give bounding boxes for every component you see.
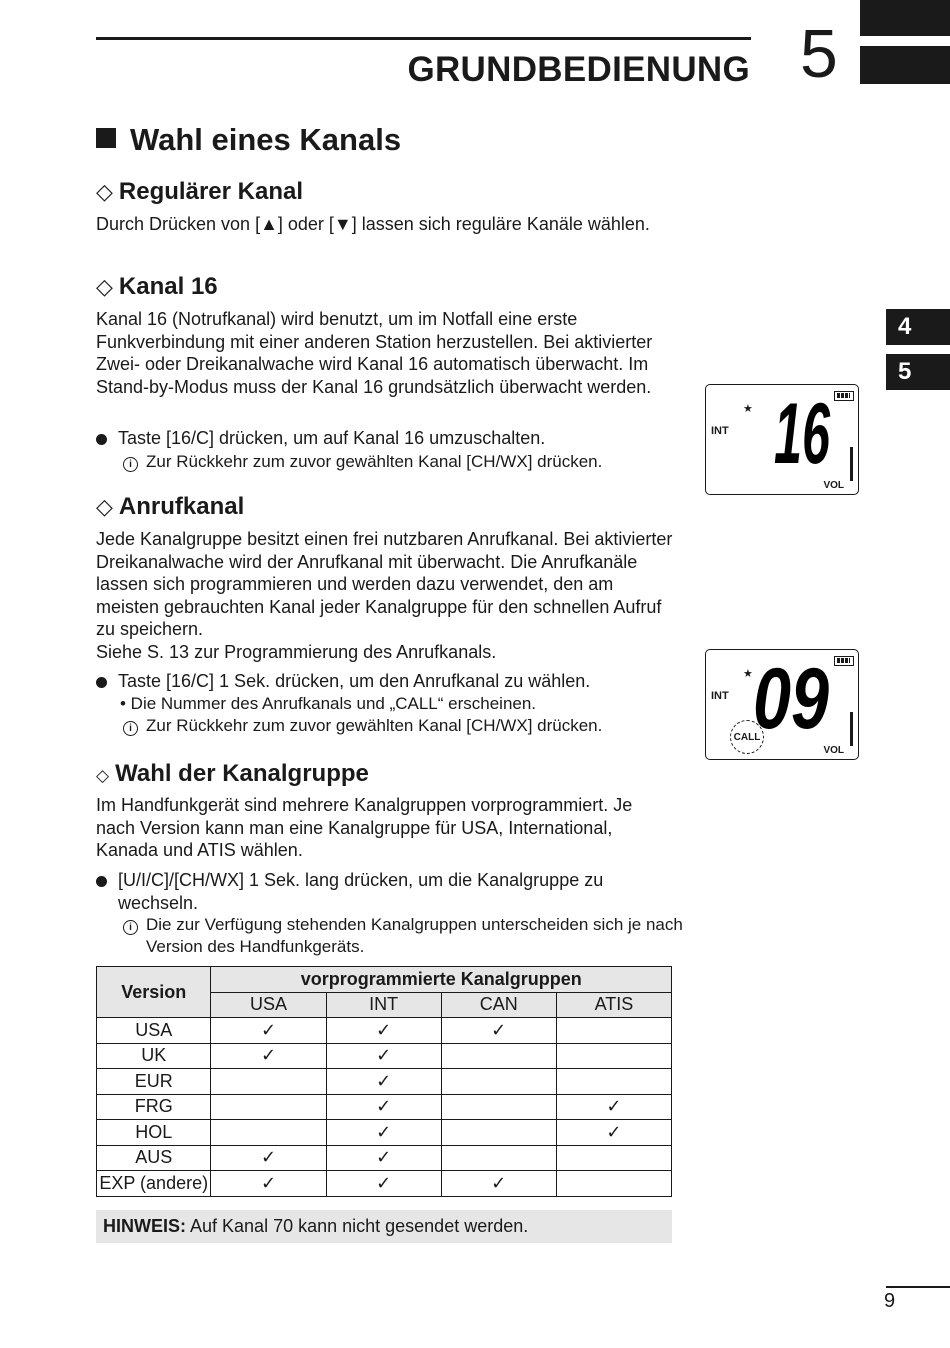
table-col-header: ATIS — [556, 992, 671, 1018]
star-icon: ★ — [743, 403, 753, 415]
channel-group-info — [123, 914, 686, 957]
side-tab-4[interactable]: 4 — [886, 309, 950, 345]
heading-text: Kanal 16 — [118, 273, 218, 300]
diamond-icon: ◇ — [96, 179, 113, 204]
channel-16-info — [123, 451, 683, 473]
channel-group-bullet — [96, 869, 676, 914]
table-cell-empty — [211, 1069, 326, 1095]
table-cell-version: EXP (andere) — [97, 1171, 211, 1197]
table-col-header: USA — [211, 992, 326, 1018]
volume-bar — [850, 712, 853, 746]
table-cell-version: USA — [97, 1018, 211, 1044]
table-row — [97, 1018, 672, 1044]
table-cell-empty — [211, 1094, 326, 1120]
table-col-header: CAN — [441, 992, 556, 1018]
note-box — [96, 1210, 672, 1243]
call-channel-sub: • Die Nummer des Anrufkanals und „CALL“ erscheinen. — [120, 694, 537, 713]
channel-16-text: Kanal 16 (Notrufkanal) wird benutzt, um im Notfall eine erste Funkverbindung mit einer anderen Station herzustellen. Bei aktivierter Zwei- oder Dreikanalwache wird Kanal 16 automatisch überwacht. Im Stand-by-Modus muss der Kanal 16 grundsätzlich überwacht werden. — [96, 309, 653, 397]
diamond-icon: ◇ — [96, 766, 110, 785]
checkmark-icon: ✓ — [326, 1018, 441, 1044]
star-icon: ★ — [743, 668, 753, 680]
bullet-dot-icon — [96, 434, 107, 445]
bullet-text: [U/I/C]/[CH/WX] 1 Sek. lang drücken, um die Kanalgruppe zu wechseln. — [118, 870, 604, 913]
lcd-display-call-channel — [705, 649, 859, 760]
channel-group-table — [96, 966, 672, 1197]
table-cell-empty — [441, 1145, 556, 1171]
call-channel-bullet — [96, 670, 676, 693]
lcd-call-indicator: CALL — [730, 720, 764, 754]
checkmark-icon: ✓ — [326, 1145, 441, 1171]
checkmark-icon: ✓ — [441, 1018, 556, 1044]
heading-channel-group — [96, 760, 369, 788]
checkmark-icon: ✓ — [326, 1043, 441, 1069]
heading-text: Wahl der Kanalgruppe — [115, 760, 369, 787]
checkmark-icon: ✓ — [326, 1120, 441, 1146]
square-bullet-icon — [96, 128, 116, 148]
checkmark-icon: ✓ — [441, 1171, 556, 1197]
table-cell-empty — [556, 1043, 671, 1069]
heading-text: Anrufkanal — [118, 493, 245, 520]
checkmark-icon: ✓ — [211, 1171, 326, 1197]
lcd-channel-digits — [774, 386, 834, 482]
table-row — [97, 1069, 672, 1095]
table-cell-version: AUS — [97, 1145, 211, 1171]
footer-rule — [886, 1286, 950, 1288]
lcd-vol-label: VOL — [823, 480, 844, 491]
note-text: Auf Kanal 70 kann nicht gesendet werden. — [186, 1216, 529, 1236]
checkmark-icon: ✓ — [556, 1120, 671, 1146]
checkmark-icon: ✓ — [211, 1145, 326, 1171]
heading-channel-16 — [96, 273, 218, 301]
checkmark-icon: ✓ — [556, 1094, 671, 1120]
tab-bar-bottom — [860, 46, 950, 84]
diamond-icon: ◇ — [96, 494, 113, 519]
call-channel-text: Jede Kanalgruppe besitzt einen frei nutzbaren Anrufkanal. Bei aktivierter Dreikanalwache wird der Anrufkanal mit überwacht. Die Anrufkanäle lassen sich programmieren und werden dazu verwendet, den am meisten gebrauchten Kanal jeder Kanalgruppe für den schnellen Aufruf zu speichern. — [96, 529, 673, 640]
heading-call-channel — [96, 493, 244, 521]
chapter-number: 5 — [800, 16, 838, 92]
info-icon: i — [123, 457, 138, 472]
info-icon: i — [123, 920, 138, 935]
section-title: Wahl eines Kanals — [130, 122, 402, 157]
table-cell-version: UK — [97, 1043, 211, 1069]
page-number: 9 — [884, 1290, 896, 1312]
table-cell-version: HOL — [97, 1120, 211, 1146]
lcd-mode: INT — [711, 690, 729, 702]
lcd-display-channel-16 — [705, 384, 859, 495]
channel-16-bullet — [96, 427, 676, 450]
checkmark-icon: ✓ — [326, 1094, 441, 1120]
checkmark-icon: ✓ — [211, 1018, 326, 1044]
table-row — [97, 1171, 672, 1197]
table-cell-empty — [441, 1043, 556, 1069]
table-cell-empty — [441, 1069, 556, 1095]
note-label: HINWEIS: — [103, 1216, 186, 1236]
bullet-text: Taste [16/C] drücken, um auf Kanal 16 umzuschalten. — [118, 428, 546, 448]
checkmark-icon: ✓ — [326, 1171, 441, 1197]
checkmark-icon: ✓ — [326, 1069, 441, 1095]
info-text: Die zur Verfügung stehenden Kanalgruppen unterscheiden sich je nach Version des Handfunkgeräts. — [146, 915, 683, 956]
lcd-channel-digits — [753, 651, 833, 747]
bullet-text: Taste [16/C] 1 Sek. drücken, um den Anrufkanal zu wählen. — [118, 671, 591, 691]
table-cell-empty — [441, 1094, 556, 1120]
table-cell-empty — [556, 1069, 671, 1095]
checkmark-icon: ✓ — [211, 1043, 326, 1069]
table-cell-empty — [556, 1171, 671, 1197]
table-row — [97, 1120, 672, 1146]
bullet-dot-icon — [96, 677, 107, 688]
info-text: Zur Rückkehr zum zuvor gewählten Kanal [CH/WX] drücken. — [146, 716, 603, 735]
volume-bar — [850, 447, 853, 481]
battery-icon — [834, 391, 854, 401]
lcd-mode: INT — [711, 425, 729, 437]
battery-icon — [834, 656, 854, 666]
table-col-header: INT — [326, 992, 441, 1018]
info-icon: i — [123, 721, 138, 736]
heading-regular-channel — [96, 178, 303, 206]
lcd-channel-number: 09 — [753, 651, 830, 747]
channel-group-text: Im Handfunkgerät sind mehrere Kanalgruppen vorprogrammiert. Je nach Version kann man eine Kanalgruppe für USA, International, Kanada und ATIS wählen. — [96, 795, 633, 861]
chapter-title: GRUNDBEDIENUNG — [407, 50, 750, 89]
lcd-vol-label: VOL — [823, 745, 844, 756]
table-cell-empty — [556, 1018, 671, 1044]
heading-text: Regulärer Kanal — [118, 178, 303, 205]
call-channel-info — [123, 715, 683, 737]
table-cell-version: FRG — [97, 1094, 211, 1120]
bullet-dot-icon — [96, 876, 107, 887]
table-cell-empty — [211, 1120, 326, 1146]
table-cell-empty — [556, 1145, 671, 1171]
section-heading — [96, 122, 401, 158]
call-channel-text-2: Siehe S. 13 zur Programmierung des Anrufkanals. — [96, 642, 497, 662]
regular-channel-text: Durch Drücken von [▲] oder [▼] lassen sich reguläre Kanäle wählen. — [96, 214, 650, 234]
table-cell-version: EUR — [97, 1069, 211, 1095]
table-cell-empty — [441, 1120, 556, 1146]
table-header-groups: vorprogrammierte Kanalgruppen — [211, 967, 672, 993]
diamond-icon: ◇ — [96, 274, 113, 299]
lcd-channel-number: 16 — [774, 386, 831, 482]
info-text: Zur Rückkehr zum zuvor gewählten Kanal [CH/WX] drücken. — [146, 452, 603, 471]
side-tab-5[interactable]: 5 — [886, 354, 950, 390]
table-header-version: Version — [97, 967, 211, 1018]
table-row — [97, 1094, 672, 1120]
header-rule — [96, 37, 751, 40]
table-row — [97, 1145, 672, 1171]
table-row — [97, 1043, 672, 1069]
tab-bar-top — [860, 0, 950, 36]
